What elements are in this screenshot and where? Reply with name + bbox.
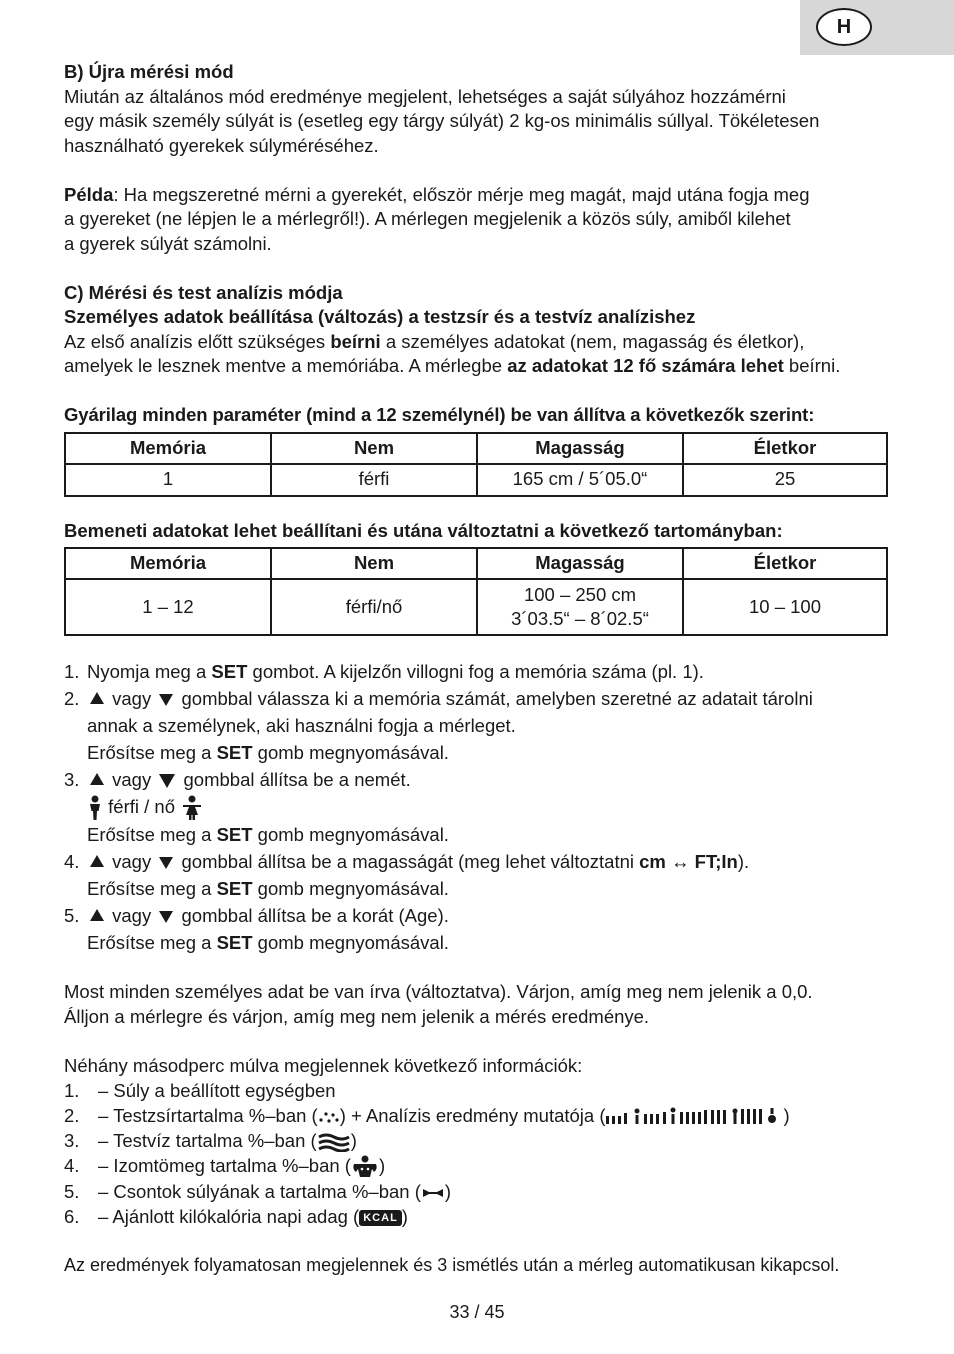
language-tab <box>800 0 954 55</box>
text-run: a személyes adatokat (nem, magasság és életkor), <box>380 330 805 352</box>
section-b-line-3: használható gyerekek súlyméréséhez. <box>64 134 379 156</box>
list-item <box>64 1179 914 1204</box>
female-icon <box>180 795 204 821</box>
section-b-line-2: egy másik személy súlyát is (esetleg egy tárgy súlyát) 2 kg-os minimális súllyal. Tökéletesen <box>64 110 820 131</box>
body-water-icon <box>317 1132 351 1152</box>
step-3 <box>64 766 914 793</box>
step-number: 3. <box>64 769 80 790</box>
set-label: SET <box>216 878 253 900</box>
header-memory: Memória <box>65 548 271 579</box>
list-item <box>64 1153 914 1179</box>
cell-height-range <box>477 579 683 635</box>
unit-cm: cm <box>639 851 666 873</box>
table-header-row <box>65 548 887 579</box>
document-body <box>64 60 914 1278</box>
step-5 <box>64 902 914 929</box>
after-line-2: Álljon a mérlegre és várjon, amíg meg nem jelenik a mérés eredménye. <box>64 1005 650 1027</box>
results-intro: Néhány másodperc múlva megjelennek következő információk: <box>64 1054 583 1076</box>
item-number: 6. <box>64 1206 80 1228</box>
header-height: Magasság <box>477 433 683 464</box>
item-text: – Ajánlott kilókalória napi adag ( <box>98 1206 360 1228</box>
text-run: amelyek le lesznek mentve a memóriába. A mérlegbe <box>64 355 508 376</box>
text-run: gombbal állítsa be a magasságát (meg lehet változtatni <box>181 851 640 873</box>
item-text: ) <box>783 1105 790 1127</box>
text-run: Nyomja meg a <box>87 661 212 682</box>
example-text: : Ha megszeretné mérni a gyerekét, először mérje meg magát, majd utána fogja meg <box>113 183 810 205</box>
header-age: Életkor <box>683 433 887 464</box>
table-2-caption: Bemeneti adatokat lehet beállítani és utána változtatni a következő tartományban: <box>64 519 783 541</box>
default-settings-table <box>64 432 888 497</box>
body-fat-icon <box>318 1110 340 1124</box>
item-number: 2. <box>64 1105 80 1127</box>
item-text: ) <box>378 1155 386 1177</box>
height-range-ft: 3´03.5“ – 8´02.5“ <box>511 608 649 629</box>
item-text: ) <box>444 1181 452 1203</box>
example-line-1 <box>64 183 914 208</box>
step-number: 5. <box>64 905 80 927</box>
text-run: férfi / nő <box>108 796 175 817</box>
text-run: Erősítse meg a <box>87 742 217 763</box>
text-run: gombot. A kijelzőn villogni fog a memória száma (pl. 1). <box>247 661 704 682</box>
text-run: gomb megnyomásával. <box>252 932 449 954</box>
cell-memory: 1 <box>65 464 271 496</box>
kcal-icon: KCAL <box>359 1210 402 1226</box>
section-b-line-1: Miután az általános mód eredménye megjelent, lehetséges a saját súlyához hozzámérni <box>64 85 786 107</box>
language-badge: H <box>816 8 872 46</box>
confirm-line <box>64 739 914 766</box>
example-line-3: a gyerek súlyát számolni. <box>64 232 272 254</box>
confirm-line <box>64 821 914 848</box>
item-text: – Izomtömeg tartalma %–ban ( <box>98 1155 351 1177</box>
unit-ft-in: FT;In <box>694 851 738 873</box>
item-number: 4. <box>64 1155 80 1177</box>
text-run: Erősítse meg a <box>87 878 217 900</box>
text-run: beírni. <box>783 355 841 376</box>
set-label: SET <box>216 932 253 954</box>
text-run-bold: az adatokat 12 fő számára lehet <box>507 355 784 376</box>
list-item <box>64 1204 914 1229</box>
range-table <box>64 547 888 636</box>
up-arrow-icon <box>90 692 104 704</box>
header-gender: Nem <box>271 433 477 464</box>
after-line-1: Most minden személyes adat be van írva (változtatva). Várjon, amíg meg nem jelenik a 0,0. <box>64 981 813 1003</box>
text-run: vagy <box>112 769 152 790</box>
item-number: 3. <box>64 1130 80 1152</box>
step-number: 4. <box>64 851 80 873</box>
cell-age-range: 10 – 100 <box>683 579 887 635</box>
text-run: ). <box>737 851 750 873</box>
cell-gender: férfi <box>271 464 477 496</box>
table-header-row <box>65 433 887 464</box>
section-c-subtitle: Személyes adatok beállítása (változás) a testzsír és a testvíz analízishez <box>64 306 696 327</box>
item-number: 5. <box>64 1181 80 1203</box>
text-run: Erősítse meg a <box>87 932 217 954</box>
muscle-mass-icon <box>351 1155 379 1179</box>
step-number: 1. <box>64 661 80 682</box>
header-memory: Memória <box>65 433 271 464</box>
text-run: gomb megnyomásával. <box>252 742 449 763</box>
step-2 <box>64 685 914 712</box>
text-run: gombbal állítsa be a nemét. <box>183 769 411 790</box>
example-line-2: a gyereket (ne lépjen le a mérlegről!). A mérlegen megjelenik a közös súly, amiből kilehet <box>64 208 791 229</box>
height-range-cm: 100 – 250 cm <box>523 584 637 605</box>
confirm-line <box>64 875 914 902</box>
example-label: Példa <box>64 183 114 205</box>
step-number: 2. <box>64 688 80 709</box>
up-arrow-icon <box>90 855 104 867</box>
text-run: gombbal állítsa be a korát (Age). <box>181 905 449 927</box>
item-text: ) + Analízis eredmény mutatója ( <box>339 1105 606 1127</box>
set-label: SET <box>211 661 248 682</box>
cell-age: 25 <box>683 464 887 496</box>
analysis-indicator-icon <box>606 1107 784 1127</box>
cell-memory-range: 1 – 12 <box>65 579 271 635</box>
cell-gender-range: férfi/nő <box>271 579 477 635</box>
list-item <box>64 1103 914 1128</box>
item-text: – Testzsírtartalma %–ban ( <box>98 1105 318 1127</box>
step-4 <box>64 848 914 875</box>
section-c-para-1 <box>64 330 914 355</box>
item-text: ) <box>350 1130 357 1152</box>
list-item <box>64 1078 914 1103</box>
header-height: Magasság <box>477 548 683 579</box>
closing-note: Az eredmények folyamatosan megjelennek és 3 ismétlés után a mérleg automatikusan kikapcsol. <box>64 1255 840 1276</box>
text-run: vagy <box>112 905 152 927</box>
set-label: SET <box>216 824 253 846</box>
down-arrow-icon <box>159 694 173 706</box>
item-text: ) <box>401 1206 408 1228</box>
table-row <box>65 579 887 635</box>
up-arrow-icon <box>90 773 104 785</box>
text-run: vagy <box>112 688 152 709</box>
list-item <box>64 1128 914 1153</box>
item-text: – Súly a beállított egységben <box>98 1080 336 1102</box>
up-arrow-icon <box>90 909 104 921</box>
set-label: SET <box>216 742 253 763</box>
table-1-caption: Gyárilag minden paraméter (mind a 12 személynél) be van állítva a következők szerint: <box>64 404 815 425</box>
text-run: gombbal válassza ki a memória számát, amelyben szeretné az adatait tárolni <box>181 688 813 709</box>
step-2-line-2 <box>64 712 914 739</box>
item-text: – Csontok súlyának a tartalma %–ban ( <box>98 1181 421 1203</box>
arrow-symbol: ↔ <box>665 851 695 873</box>
table-row <box>65 464 887 496</box>
page-number: 33 / 45 <box>449 1302 505 1322</box>
header-age: Életkor <box>683 548 887 579</box>
down-arrow-icon <box>159 774 175 788</box>
section-c-para-2 <box>64 354 914 379</box>
gender-line <box>64 793 914 821</box>
male-icon <box>87 795 103 821</box>
bone-icon <box>421 1187 445 1199</box>
item-number: 1. <box>64 1080 80 1102</box>
header-gender: Nem <box>271 548 477 579</box>
section-c-title: C) Mérési és test analízis módja <box>64 281 343 303</box>
item-text: – Testvíz tartalma %–ban ( <box>98 1130 317 1152</box>
down-arrow-icon <box>159 911 173 923</box>
step-1 <box>64 658 914 685</box>
down-arrow-icon <box>159 857 173 869</box>
text-run: gomb megnyomásával. <box>252 824 449 846</box>
text-run: annak a személynek, aki használni fogja a mérleget. <box>87 715 516 736</box>
text-run: Erősítse meg a <box>87 824 217 846</box>
confirm-line <box>64 929 914 956</box>
text-run-bold: beírni <box>330 330 381 352</box>
text-run: vagy <box>112 851 152 873</box>
text-run: Az első analízis előtt szükséges <box>64 330 331 352</box>
cell-height: 165 cm / 5´05.0“ <box>477 464 683 496</box>
section-b-title: B) Újra mérési mód <box>64 61 234 82</box>
text-run: gomb megnyomásával. <box>252 878 449 900</box>
